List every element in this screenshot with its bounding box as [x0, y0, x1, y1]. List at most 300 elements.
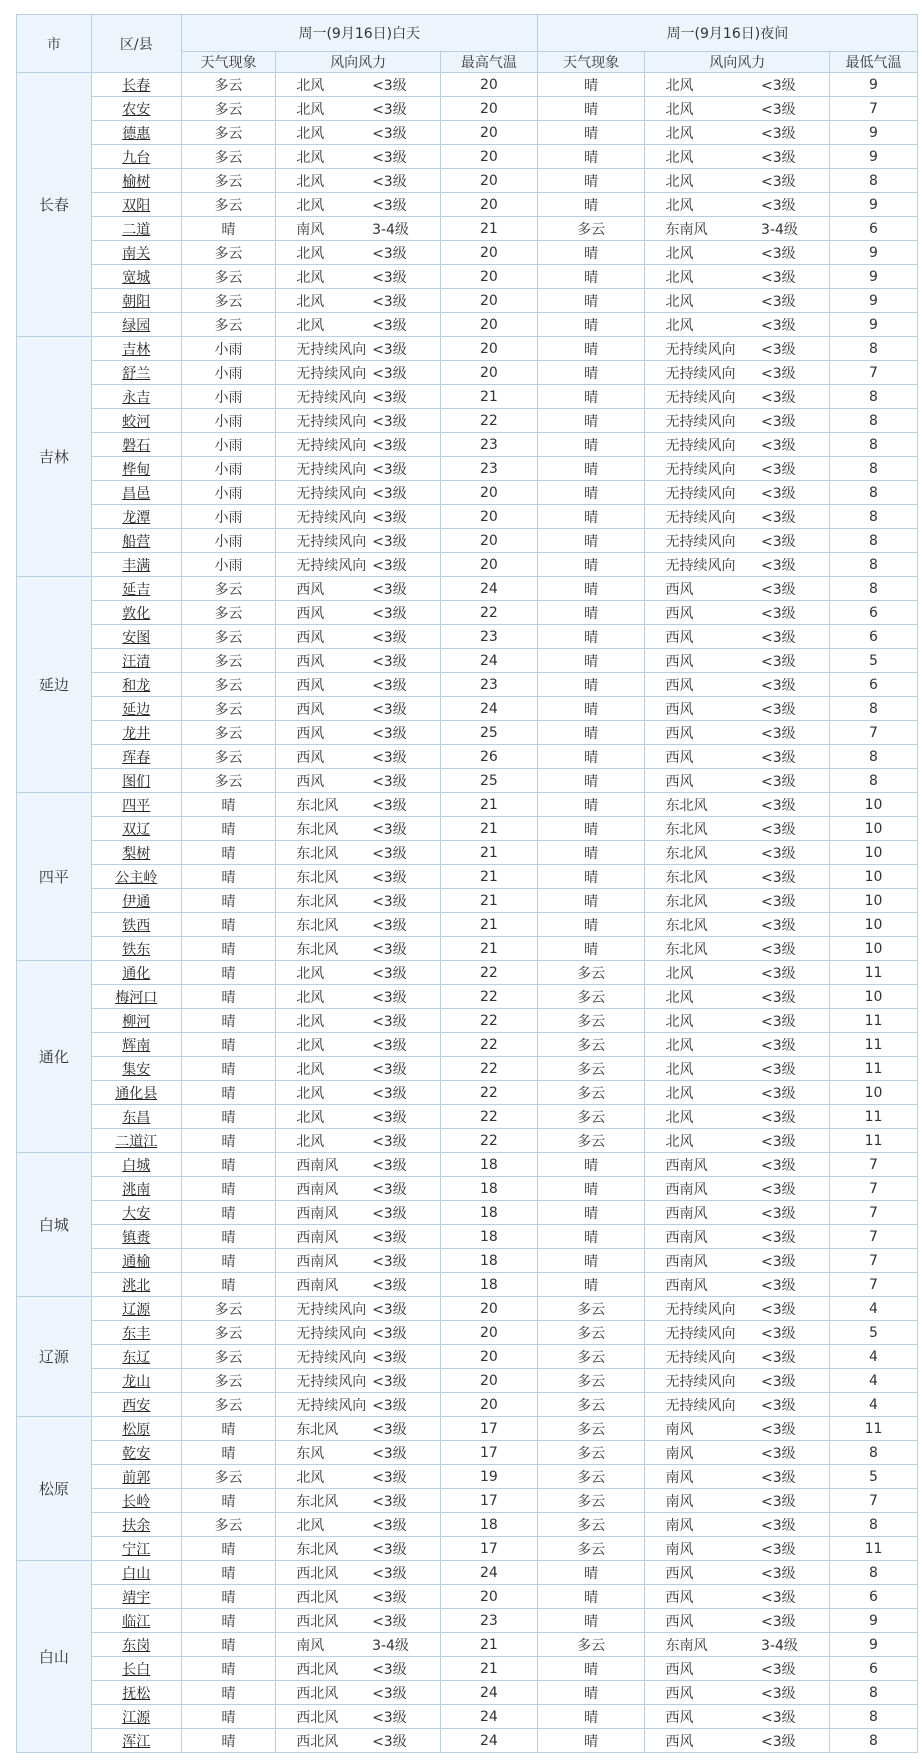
- night-weather-cell: 多云: [537, 1513, 645, 1537]
- day-wind-level: <3级: [372, 341, 407, 358]
- district-link[interactable]: 白山: [122, 1565, 151, 1582]
- day-weather-cell: 多云: [181, 193, 275, 217]
- district-link[interactable]: 梨树: [122, 845, 151, 862]
- day-wind-cell: [276, 457, 441, 481]
- district-link[interactable]: 长岭: [122, 1493, 151, 1510]
- day-wind-level: <3级: [372, 869, 407, 886]
- night-wind-level: <3级: [761, 1229, 796, 1246]
- day-wind-cell: [276, 529, 441, 553]
- day-wind-direction: 西北风: [296, 1685, 339, 1702]
- day-wind-level: 3-4级: [372, 1637, 409, 1654]
- night-wind-cell: [645, 1009, 830, 1033]
- district-cell: [91, 481, 181, 505]
- day-weather-cell: 小雨: [181, 505, 275, 529]
- day-wind-level: <3级: [372, 317, 407, 334]
- table-row: [17, 217, 918, 241]
- day-high-temp-cell: 18: [441, 1225, 538, 1249]
- district-link[interactable]: 洮南: [122, 1181, 151, 1198]
- night-wind-level: <3级: [761, 1205, 796, 1222]
- day-wind-direction: 西风: [296, 749, 325, 766]
- day-wind-cell: [276, 553, 441, 577]
- district-link[interactable]: 延边: [122, 701, 151, 718]
- district-link[interactable]: 梅河口: [115, 989, 158, 1006]
- district-link[interactable]: 绿园: [122, 317, 151, 334]
- table-row: [17, 793, 918, 817]
- night-weather-cell: 晴: [537, 1657, 645, 1681]
- district-link[interactable]: 乾安: [122, 1445, 151, 1462]
- district-link[interactable]: 长春: [122, 77, 151, 94]
- district-link[interactable]: 昌邑: [122, 485, 151, 502]
- night-wind-level: <3级: [761, 101, 796, 118]
- night-weather-cell: 晴: [537, 793, 645, 817]
- night-wind-level: <3级: [761, 653, 796, 670]
- day-wind-direction: 西南风: [296, 1157, 339, 1174]
- day-weather-cell: 晴: [181, 1537, 275, 1561]
- district-cell: [91, 1105, 181, 1129]
- day-high-temp-cell: 24: [441, 649, 538, 673]
- night-low-temp-cell: 8: [830, 1705, 918, 1729]
- day-wind-cell: [276, 73, 441, 97]
- day-high-temp-cell: 20: [441, 289, 538, 313]
- night-wind-level: <3级: [761, 893, 796, 910]
- night-wind-cell: [645, 97, 830, 121]
- day-weather-cell: 晴: [181, 961, 275, 985]
- night-low-temp-cell: 8: [830, 1561, 918, 1585]
- night-wind-cell: [645, 1633, 830, 1657]
- district-link[interactable]: 九台: [122, 149, 151, 166]
- district-cell: [91, 1417, 181, 1441]
- district-link[interactable]: 洮北: [122, 1277, 151, 1294]
- district-link[interactable]: 龙井: [122, 725, 151, 742]
- day-wind-cell: [276, 481, 441, 505]
- district-cell: [91, 529, 181, 553]
- day-wind-cell: [276, 265, 441, 289]
- district-link[interactable]: 龙山: [122, 1373, 151, 1390]
- district-link[interactable]: 丰满: [122, 557, 151, 574]
- night-weather-cell: 晴: [537, 481, 645, 505]
- day-high-temp-cell: 18: [441, 1273, 538, 1297]
- day-wind-cell: [276, 937, 441, 961]
- table-row: [17, 889, 918, 913]
- table-row: [17, 241, 918, 265]
- night-low-temp-cell: 9: [830, 145, 918, 169]
- night-wind-level: <3级: [761, 77, 796, 94]
- night-wind-cell: [645, 865, 830, 889]
- night-wind-level: <3级: [761, 989, 796, 1006]
- district-link[interactable]: 扶余: [122, 1517, 151, 1534]
- day-weather-cell: 多云: [181, 97, 275, 121]
- night-wind-cell: [645, 625, 830, 649]
- night-weather-cell: 晴: [537, 169, 645, 193]
- day-wind-level: <3级: [372, 269, 407, 286]
- table-row: [17, 97, 918, 121]
- night-low-temp-cell: 8: [830, 745, 918, 769]
- district-link[interactable]: 白城: [122, 1157, 151, 1174]
- day-wind-cell: [276, 1417, 441, 1441]
- night-wind-direction: 北风: [665, 317, 694, 334]
- day-wind-cell: [276, 1345, 441, 1369]
- district-link[interactable]: 四平: [122, 797, 151, 814]
- district-cell: [91, 697, 181, 721]
- district-cell: [91, 241, 181, 265]
- night-low-temp-cell: 6: [830, 217, 918, 241]
- district-link[interactable]: 镇赉: [122, 1229, 151, 1246]
- table-row: [17, 937, 918, 961]
- night-wind-cell: [645, 337, 830, 361]
- night-low-temp-cell: 8: [830, 769, 918, 793]
- table-row: [17, 337, 918, 361]
- district-link[interactable]: 东岗: [122, 1637, 151, 1654]
- district-link[interactable]: 抚松: [122, 1685, 151, 1702]
- day-weather-cell: 小雨: [181, 553, 275, 577]
- night-low-temp-cell: 8: [830, 553, 918, 577]
- district-cell: [91, 1081, 181, 1105]
- night-wind-direction: 北风: [665, 101, 694, 118]
- night-low-temp-cell: 7: [830, 1177, 918, 1201]
- day-wind-level: <3级: [372, 941, 407, 958]
- day-wind-level: <3级: [372, 1229, 407, 1246]
- district-link[interactable]: 和龙: [122, 677, 151, 694]
- night-wind-level: <3级: [761, 269, 796, 286]
- night-wind-cell: [645, 1249, 830, 1273]
- day-high-temp-cell: 20: [441, 481, 538, 505]
- table-row: [17, 769, 918, 793]
- day-high-temp-cell: 20: [441, 241, 538, 265]
- night-wind-direction: 无持续风向: [665, 533, 736, 550]
- table-row: [17, 865, 918, 889]
- day-high-temp-cell: 20: [441, 1345, 538, 1369]
- day-wind-level: <3级: [372, 1709, 407, 1726]
- night-wind-cell: [645, 673, 830, 697]
- district-link[interactable]: 柳河: [122, 1013, 151, 1030]
- district-link[interactable]: 临江: [122, 1613, 151, 1630]
- night-low-temp-cell: 8: [830, 457, 918, 481]
- night-wind-cell: [645, 217, 830, 241]
- day-wind-level: <3级: [372, 1013, 407, 1030]
- day-weather-cell: 小雨: [181, 457, 275, 481]
- table-row: [17, 745, 918, 769]
- day-weather-cell: 多云: [181, 1321, 275, 1345]
- district-link[interactable]: 靖宇: [122, 1589, 151, 1606]
- day-wind-level: <3级: [372, 77, 407, 94]
- district-cell: [91, 625, 181, 649]
- day-wind-cell: [276, 1369, 441, 1393]
- night-wind-level: <3级: [761, 581, 796, 598]
- district-link[interactable]: 双阳: [122, 197, 151, 214]
- day-weather-cell: 晴: [181, 913, 275, 937]
- district-link[interactable]: 东辽: [122, 1349, 151, 1366]
- district-link[interactable]: 辽源: [122, 1301, 151, 1318]
- day-wind-level: <3级: [372, 533, 407, 550]
- district-link[interactable]: 前郭: [122, 1469, 151, 1486]
- night-wind-direction: 无持续风向: [665, 437, 736, 454]
- night-wind-level: <3级: [761, 1181, 796, 1198]
- day-weather-cell: 多云: [181, 121, 275, 145]
- district-link[interactable]: 集安: [122, 1061, 151, 1078]
- district-link[interactable]: 双辽: [122, 821, 151, 838]
- night-wind-direction: 西南风: [665, 1229, 708, 1246]
- day-weather-cell: 多云: [181, 1465, 275, 1489]
- night-wind-level: <3级: [761, 413, 796, 430]
- night-weather-cell: 晴: [537, 937, 645, 961]
- table-row: [17, 289, 918, 313]
- district-link[interactable]: 朝阳: [122, 293, 151, 310]
- day-high-temp-cell: 21: [441, 937, 538, 961]
- district-cell: [91, 1705, 181, 1729]
- day-high-temp-cell: 20: [441, 73, 538, 97]
- night-wind-direction: 北风: [665, 173, 694, 190]
- district-link[interactable]: 桦甸: [122, 461, 151, 478]
- day-high-temp-cell: 23: [441, 433, 538, 457]
- district-link[interactable]: 舒兰: [122, 365, 151, 382]
- night-wind-direction: 北风: [665, 1109, 694, 1126]
- table-row: [17, 505, 918, 529]
- day-wind-cell: [276, 241, 441, 265]
- day-weather-cell: 多云: [181, 289, 275, 313]
- night-low-temp-cell: 10: [830, 937, 918, 961]
- night-wind-direction: 无持续风向: [665, 1325, 736, 1342]
- night-wind-level: <3级: [761, 533, 796, 550]
- district-link[interactable]: 铁东: [122, 941, 151, 958]
- night-weather-header: 天气现象: [537, 52, 645, 73]
- day-wind-level: <3级: [372, 1157, 407, 1174]
- day-wind-level: <3级: [372, 1109, 407, 1126]
- night-weather-cell: 多云: [537, 1393, 645, 1417]
- district-cell: [91, 385, 181, 409]
- night-wind-direction: 南风: [665, 1421, 694, 1438]
- day-wind-level: <3级: [372, 1613, 407, 1630]
- district-link[interactable]: 长白: [122, 1661, 151, 1678]
- night-wind-cell: [645, 409, 830, 433]
- table-row: [17, 1513, 918, 1537]
- day-wind-cell: [276, 1537, 441, 1561]
- district-link[interactable]: 汪清: [122, 653, 151, 670]
- day-weather-cell: 多云: [181, 649, 275, 673]
- night-wind-level: <3级: [761, 1397, 796, 1414]
- day-wind-direction: 东北风: [296, 1493, 339, 1510]
- day-high-temp-cell: 20: [441, 553, 538, 577]
- day-high-temp-cell: 23: [441, 673, 538, 697]
- day-wind-level: <3级: [372, 773, 407, 790]
- district-cell: [91, 793, 181, 817]
- table-row: [17, 265, 918, 289]
- table-row: [17, 1297, 918, 1321]
- day-high-temp-cell: 22: [441, 1081, 538, 1105]
- table-row: [17, 1489, 918, 1513]
- night-low-temp-cell: 8: [830, 1513, 918, 1537]
- day-wind-cell: [276, 817, 441, 841]
- day-wind-cell: [276, 697, 441, 721]
- night-wind-direction: 无持续风向: [665, 413, 736, 430]
- district-link[interactable]: 吉林: [122, 341, 151, 358]
- night-weather-cell: 晴: [537, 673, 645, 697]
- night-weather-cell: 晴: [537, 913, 645, 937]
- district-link[interactable]: 通化: [122, 965, 151, 982]
- night-wind-direction: 无持续风向: [665, 1373, 736, 1390]
- day-weather-cell: 小雨: [181, 409, 275, 433]
- night-wind-direction: 西南风: [665, 1253, 708, 1270]
- district-link[interactable]: 德惠: [122, 125, 151, 142]
- district-link[interactable]: 二道: [122, 221, 151, 238]
- district-link[interactable]: 南关: [122, 245, 151, 262]
- district-column-header: 区/县: [91, 15, 181, 73]
- district-cell: [91, 121, 181, 145]
- night-wind-level: <3级: [761, 437, 796, 454]
- night-wind-cell: [645, 577, 830, 601]
- day-wind-direction: 北风: [296, 317, 325, 334]
- day-high-temp-cell: 17: [441, 1489, 538, 1513]
- day-weather-cell: 小雨: [181, 337, 275, 361]
- district-link[interactable]: 辉南: [122, 1037, 151, 1054]
- day-weather-cell: 多云: [181, 265, 275, 289]
- day-wind-cell: [276, 1201, 441, 1225]
- table-row: [17, 145, 918, 169]
- day-weather-cell: 晴: [181, 865, 275, 889]
- day-wind-direction: 北风: [296, 989, 325, 1006]
- night-wind-direction: 无持续风向: [665, 485, 736, 502]
- night-wind-cell: [645, 361, 830, 385]
- night-weather-cell: 多云: [537, 961, 645, 985]
- night-wind-direction: 西风: [665, 773, 694, 790]
- day-wind-direction: 西风: [296, 629, 325, 646]
- night-low-temp-cell: 11: [830, 1033, 918, 1057]
- district-link[interactable]: 铁西: [122, 917, 151, 934]
- day-wind-level: <3级: [372, 413, 407, 430]
- day-weather-cell: 多云: [181, 577, 275, 601]
- district-link[interactable]: 安图: [122, 629, 151, 646]
- day-weather-header: 天气现象: [181, 52, 275, 73]
- day-wind-direction: 东北风: [296, 869, 339, 886]
- night-weather-cell: 晴: [537, 361, 645, 385]
- district-link[interactable]: 浑江: [122, 1733, 151, 1750]
- day-high-temp-cell: 20: [441, 361, 538, 385]
- night-wind-cell: [645, 1081, 830, 1105]
- district-link[interactable]: 敦化: [122, 605, 151, 622]
- day-weather-cell: 小雨: [181, 361, 275, 385]
- night-wind-direction: 西风: [665, 629, 694, 646]
- district-link[interactable]: 农安: [122, 101, 151, 118]
- night-wind-direction: 东南风: [665, 221, 708, 238]
- district-link[interactable]: 伊通: [122, 893, 151, 910]
- district-link[interactable]: 东丰: [122, 1325, 151, 1342]
- district-link[interactable]: 通化县: [115, 1085, 158, 1102]
- district-link[interactable]: 图们: [122, 773, 151, 790]
- night-wind-direction: 北风: [665, 1013, 694, 1030]
- night-wind-cell: [645, 937, 830, 961]
- district-link[interactable]: 通榆: [122, 1253, 151, 1270]
- district-link[interactable]: 珲春: [122, 749, 151, 766]
- district-link[interactable]: 东昌: [122, 1109, 151, 1126]
- day-wind-level: <3级: [372, 629, 407, 646]
- night-low-temp-cell: 8: [830, 169, 918, 193]
- city-column-header: 市: [17, 15, 92, 73]
- table-row: [17, 1537, 918, 1561]
- day-weather-cell: 多云: [181, 625, 275, 649]
- night-low-temp-cell: 8: [830, 529, 918, 553]
- night-wind-cell: [645, 889, 830, 913]
- day-wind-cell: [276, 1321, 441, 1345]
- day-wind-direction: 西风: [296, 725, 325, 742]
- day-wind-direction: 无持续风向: [296, 341, 367, 358]
- day-wind-direction: 西南风: [296, 1253, 339, 1270]
- day-wind-direction: 西北风: [296, 1589, 339, 1606]
- night-wind-cell: [645, 1657, 830, 1681]
- night-weather-cell: 晴: [537, 1273, 645, 1297]
- district-link[interactable]: 宁江: [122, 1541, 151, 1558]
- day-high-temp-cell: 20: [441, 193, 538, 217]
- district-link[interactable]: 江源: [122, 1709, 151, 1726]
- night-wind-level: <3级: [761, 677, 796, 694]
- district-link[interactable]: 永吉: [122, 389, 151, 406]
- day-high-temp-cell: 22: [441, 985, 538, 1009]
- district-link[interactable]: 松原: [122, 1421, 151, 1438]
- day-wind-level: <3级: [372, 893, 407, 910]
- day-high-temp-cell: 21: [441, 889, 538, 913]
- night-wind-level: <3级: [761, 1541, 796, 1558]
- day-high-temp-cell: 22: [441, 961, 538, 985]
- district-cell: [91, 1009, 181, 1033]
- night-low-temp-cell: 10: [830, 793, 918, 817]
- district-link[interactable]: 西安: [122, 1397, 151, 1414]
- day-wind-direction: 东北风: [296, 845, 339, 862]
- night-wind-direction: 北风: [665, 1037, 694, 1054]
- district-link[interactable]: 龙潭: [122, 509, 151, 526]
- night-weather-cell: 晴: [537, 601, 645, 625]
- table-row: [17, 1561, 918, 1585]
- night-wind-level: <3级: [761, 1037, 796, 1054]
- day-high-temp-cell: 20: [441, 1321, 538, 1345]
- table-row: [17, 961, 918, 985]
- district-cell: [91, 649, 181, 673]
- night-wind-direction: 西风: [665, 581, 694, 598]
- day-wind-direction: 无持续风向: [296, 437, 367, 454]
- weather-forecast-table: [16, 14, 918, 1753]
- day-wind-cell: [276, 1393, 441, 1417]
- night-weather-cell: 多云: [537, 1033, 645, 1057]
- night-wind-cell: [645, 841, 830, 865]
- night-wind-level: <3级: [761, 1421, 796, 1438]
- night-low-temp-cell: 9: [830, 289, 918, 313]
- district-cell: [91, 193, 181, 217]
- day-wind-direction: 无持续风向: [296, 413, 367, 430]
- day-high-temp-cell: 17: [441, 1441, 538, 1465]
- night-wind-direction: 无持续风向: [665, 1349, 736, 1366]
- night-weather-cell: 晴: [537, 865, 645, 889]
- day-wind-cell: [276, 433, 441, 457]
- district-link[interactable]: 宽城: [122, 269, 151, 286]
- district-link[interactable]: 公主岭: [115, 869, 158, 886]
- district-link[interactable]: 蛟河: [122, 413, 151, 430]
- district-link[interactable]: 船营: [122, 533, 151, 550]
- district-link[interactable]: 延吉: [122, 581, 151, 598]
- day-high-temp-cell: 25: [441, 721, 538, 745]
- day-wind-cell: [276, 1513, 441, 1537]
- day-wind-direction: 北风: [296, 1061, 325, 1078]
- day-wind-cell: [276, 97, 441, 121]
- district-link[interactable]: 二道江: [115, 1133, 158, 1150]
- night-wind-cell: [645, 1465, 830, 1489]
- night-wind-direction: 西风: [665, 725, 694, 742]
- day-weather-cell: 多云: [181, 1513, 275, 1537]
- district-cell: [91, 1345, 181, 1369]
- district-link[interactable]: 磐石: [122, 437, 151, 454]
- district-link[interactable]: 大安: [122, 1205, 151, 1222]
- day-weather-cell: 晴: [181, 1033, 275, 1057]
- day-high-temp-cell: 24: [441, 697, 538, 721]
- night-wind-cell: [645, 601, 830, 625]
- district-link[interactable]: 榆树: [122, 173, 151, 190]
- district-cell: [91, 1657, 181, 1681]
